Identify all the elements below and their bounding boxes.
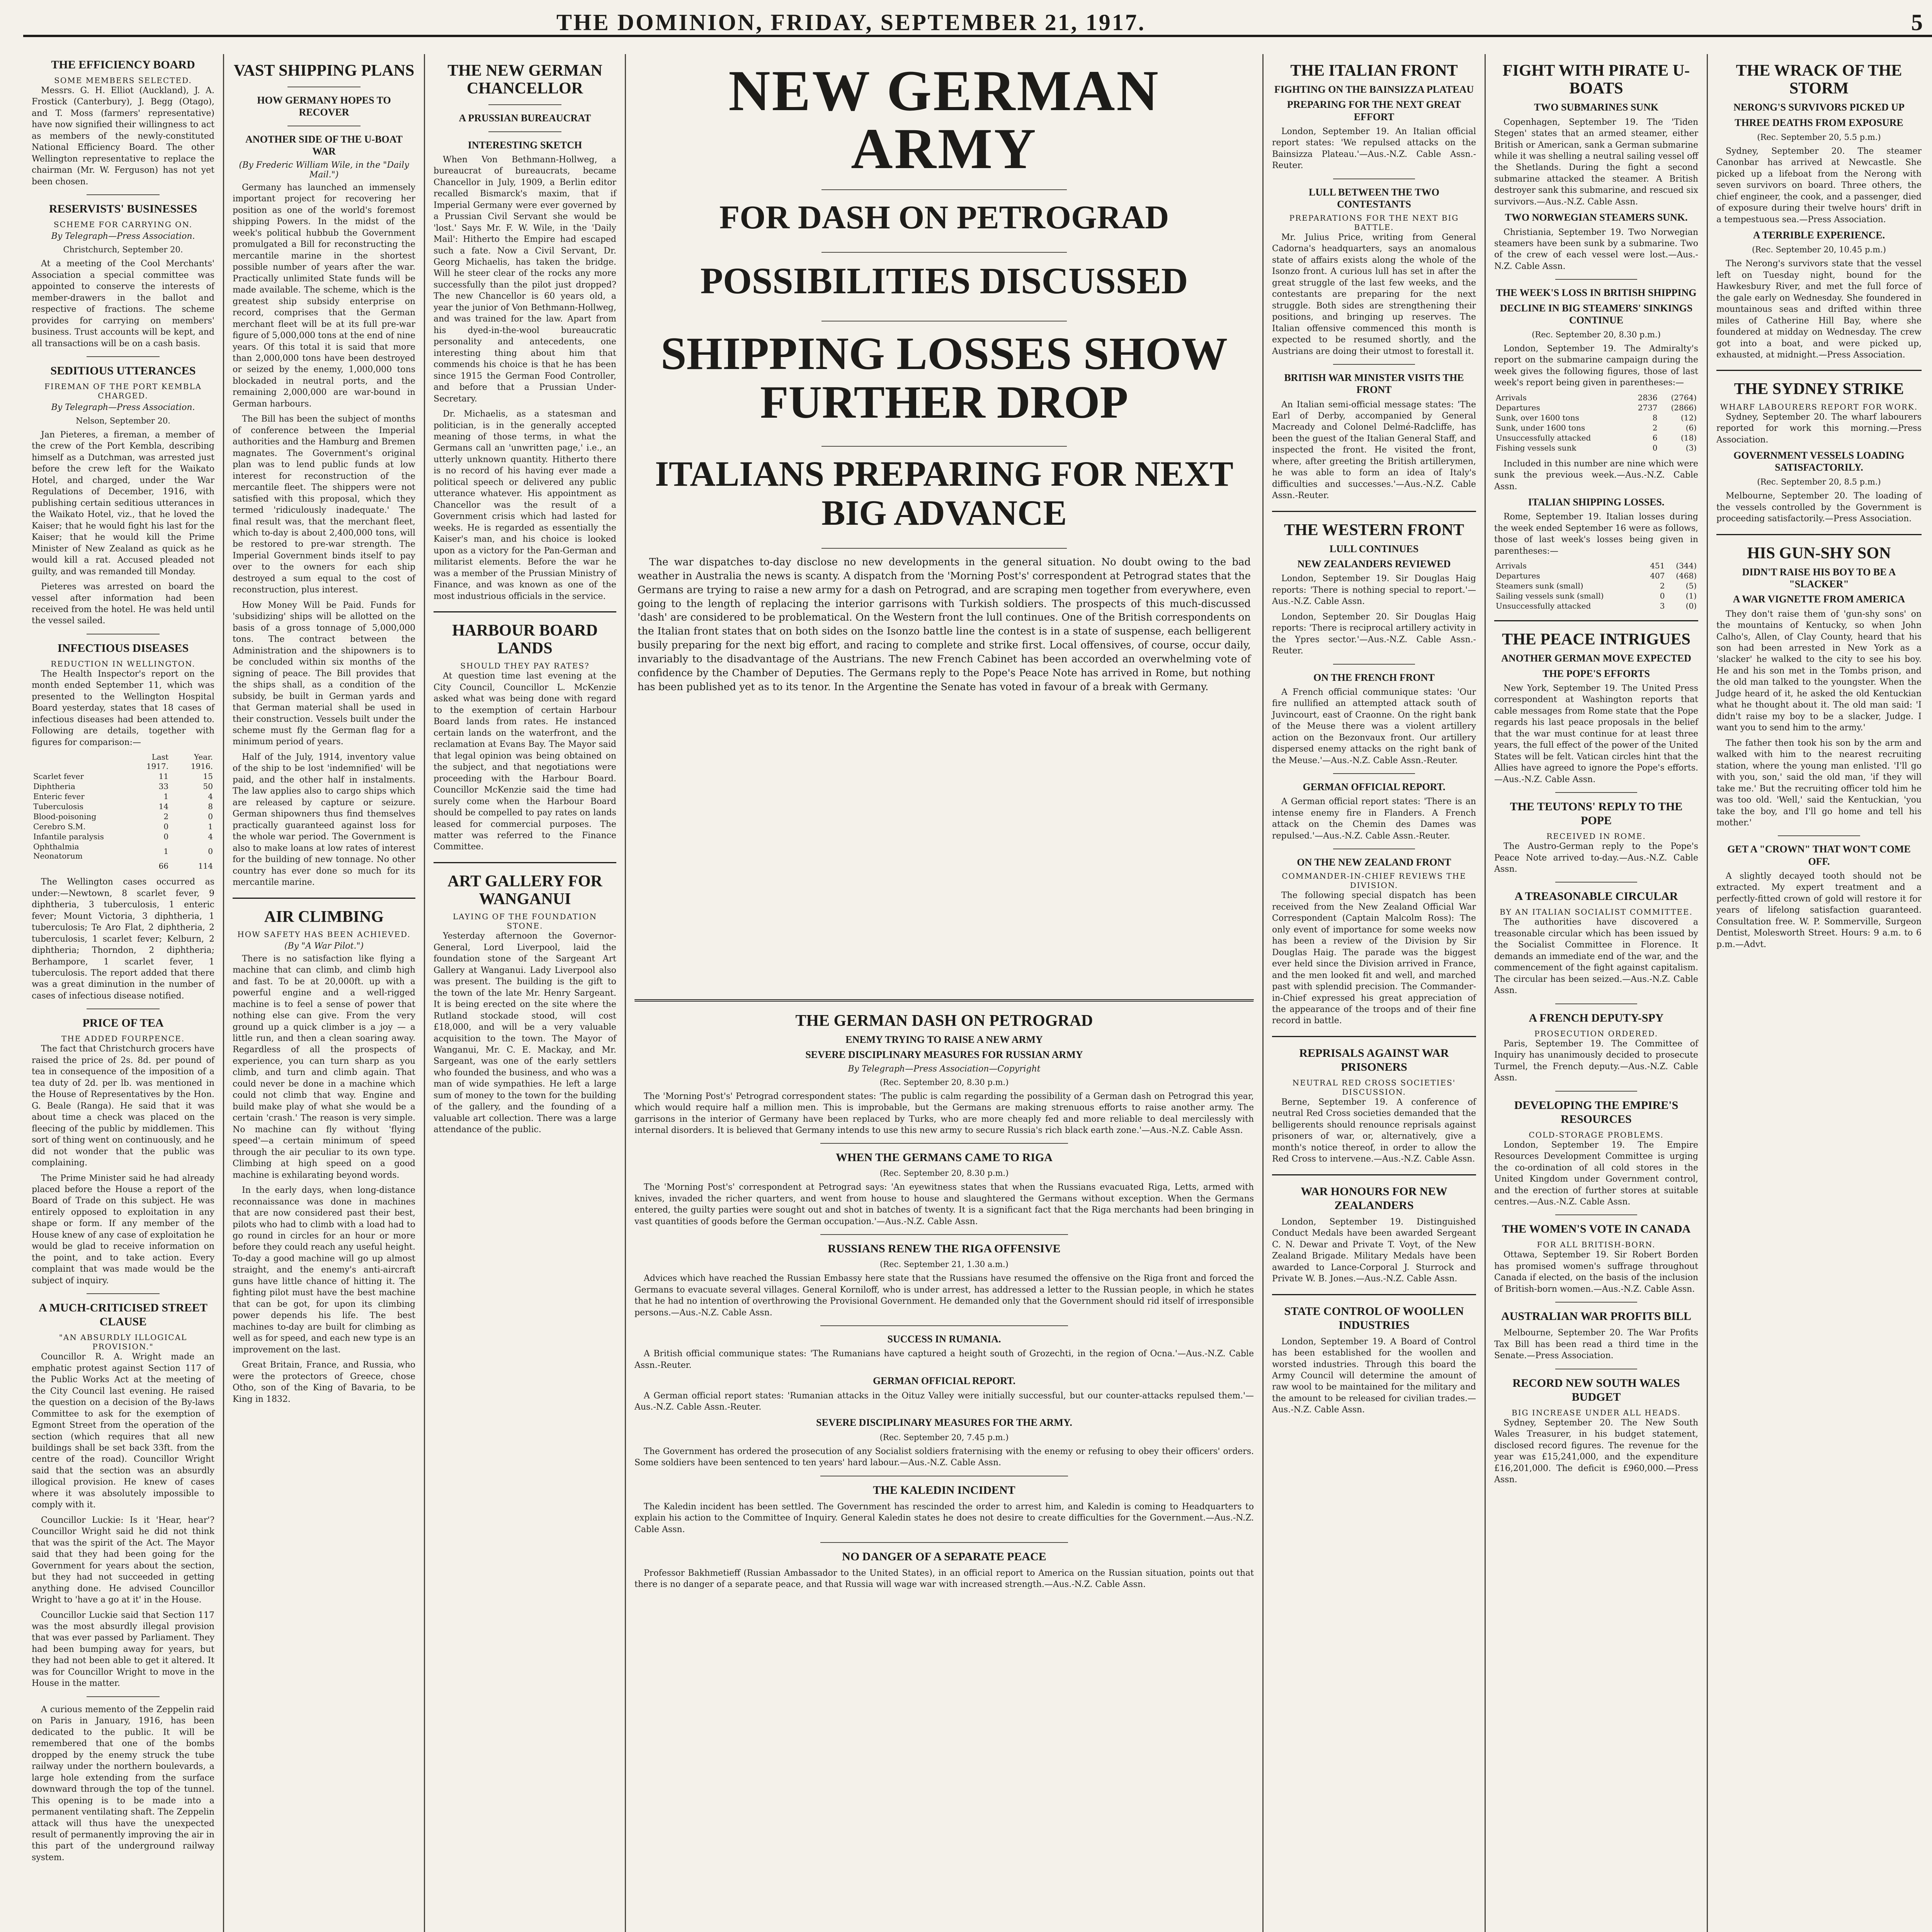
table-row: Cerebro S.M. 0 1 bbox=[33, 822, 213, 832]
losses-subhead: DECLINE IN BIG STEAMERS' SINKINGS CONTINUE bbox=[1500, 302, 1693, 326]
air-body-3: Great Britain, France, and Russia, who were the protectors of Greece, chose Otho, son of the King of Bavaria, to be King in 1832. bbox=[233, 1360, 415, 1404]
french-front-headline: ON THE FRENCH FRONT bbox=[1313, 672, 1435, 683]
teutons-body: The Austro-German reply to the Pope's Peace Note arrived to-day.—Aus.-N.Z. Cable Assn. bbox=[1494, 842, 1698, 874]
table-row: Ophthalmia Neonatorum 1 0 bbox=[33, 842, 213, 861]
budget-headline: RECORD NEW SOUTH WALES BUDGET bbox=[1512, 1376, 1680, 1403]
riga-body: The 'Morning Post's' correspondent at Petrograd says: 'An eyewitness states that when the Russians evacuated Riga, Letts, armed with knives, invaded the richer quarters, and went from house to house and slaughtered the Germans without exception. When the Germans entered, the guilty parties were sought out and shot in batches of twenty. It is a significant fact that the Riga merchants had been bringing in vast quantities of goods before the German occupation.'—Aus.-N.Z. Cable Assn. bbox=[634, 1182, 1254, 1226]
loading-headline: GOVERNMENT VESSELS LOADING SATISFACTORILY. bbox=[1733, 450, 1905, 473]
intrigues-subhead: ANOTHER GERMAN MOVE EXPECTED bbox=[1501, 653, 1691, 664]
table-row: Arrivals 2836 (2764) bbox=[1496, 393, 1697, 402]
dash-headline: THE GERMAN DASH ON PETROGRAD bbox=[795, 1012, 1093, 1030]
teutons-headline: THE TEUTONS' REPLY TO THE POPE bbox=[1510, 800, 1683, 827]
lead-subhead-2: POSSIBILITIES DISCUSSED bbox=[700, 260, 1188, 301]
tea-body-2: The Prime Minister said he had already placed before the House a report of the Board of Trade on this subject. He was entirely opposed to exploitation in any shape or form. If any member of the House knew of any case of exploitation he would be glad to receive information on the point, and to take action. Every complaint that was made would be the subject of inquiry. bbox=[32, 1173, 214, 1286]
table-row: Enteric fever 1 4 bbox=[33, 792, 213, 801]
riga2-body: Advices which have reached the Russian Embassy here state that the Russians have resumed the offensive on the Riga front and forced the Germans to evacuate several villages. General Korniloff, who is under arrest, has addressed a letter to the Russian people, in which he states that he had no intention of overthrowing the Provisional Government. He demanded only that the Government should rid itself of irresponsible persons.—Aus.-N.Z. Cable Assn. bbox=[634, 1274, 1254, 1318]
reservists-subhead: SCHEME FOR CARRYING ON. bbox=[53, 220, 193, 230]
seditious-body-2: Pieteres was arrested on board the vessel after information had been received from the hotel. He was held until the vessel sailed. bbox=[32, 582, 214, 626]
lull-body: Mr. Julius Price, writing from General Cadorna's headquarters, says an anomalous state of affairs exists along the whole of the Isonzo front. A curious lull has set in after the great struggle of the last few weeks, and the contestants are preparing for the next struggle. Both sides are strengthening their positions, and bringing up reserves. The Italian offensive commenced this month is expected to be resumed shortly, and the Austrians are doing their utmost to forestall it. bbox=[1272, 233, 1476, 356]
western-subhead-2: NEW ZEALANDERS REVIEWED bbox=[1297, 558, 1451, 570]
vast-body: Germany has launched an immensely important project for recovering her position as one of the world's foremost shipping Powers. In the midst of the week's political hubbub the Government promulgated a Bill for reconstructing the mercantile marine in the shortest possible number of years after the war. Practically unlimited State funds will be made available. The scheme, which is the greatest ship subsidy enterprise on record, comprises that the German merchant fleet will be at its full pre-war figure of 5,000,000 tons at the end of nine years. Of this total it is said that more than 2,000,000 tons have been destroyed or seized by the enemy, 1,000,000 tons blockaded in neutral ports, and the remaining 2,000,000 are war-bound in German harbours. bbox=[233, 182, 415, 409]
infectious-table bbox=[32, 752, 214, 871]
woollen-body: London, September 19. A Board of Control has been established for the woollen and worsted industries. Through this board the Army Council will determine the amount of raw wool to be maintained for the military and the amount to be released for civilian trades.—Aus.-N.Z. Cable Assn. bbox=[1272, 1337, 1476, 1415]
vast-body-3: How Money Will be Paid. Funds for 'subsidizing' ships will be allotted on the basis of a gross tonnage of 5,000,000 tons. The contract between the Administration and the shipowners is to be concluded within six months of the signing of peace. The Bill provides that the ships shall, as a condition of the subsidy, be built in German yards and that German material shall be used in their construction. Vessels built under the scheme must fly the German flag for a minimum period of years. bbox=[233, 600, 415, 747]
loading-dateline: (Rec. September 20, 8.5 p.m.) bbox=[1757, 477, 1881, 487]
gallery-headline: ART GALLERY FOR WANGANUI bbox=[447, 872, 602, 908]
italian-body: London, September 19. An Italian official report states: 'We repulsed attacks on the Bainsizza Plateau.'—Aus.-N.Z. Cable Assn.-Reuter. bbox=[1272, 126, 1476, 171]
wrack-body: Sydney, September 20. The steamer Canonbar has arrived at Newcastle. She picked up a lifeboat from the Nerong with seven survivors on board. Three others, the chief engineer, the cook, and a passenger, died of exposure during their twelve hours' drift in a tempestuous sea.—Press Association. bbox=[1716, 146, 1922, 224]
lead-headline: NEW GERMAN ARMY bbox=[728, 59, 1160, 181]
gunshy-body: They don't raise them of 'gun-shy sons' on the mountains of Kentucky, so when John Calho's, Allen, of Clay County, heard that his son had been arrested in New York as a 'slacker' he walked to the city to see his boy. He and his son met in the Tombs prison, and the old man talked to the youngster. When the Judge heard of it, he asked the old Kentuckian what he thought about it. The old man said: 'I didn't raise my boy to be a slacker, Judge. I want you to send him to the army.' bbox=[1716, 609, 1922, 733]
street-subhead: "AN ABSURDLY ILLOGICAL PROVISION." bbox=[59, 1333, 187, 1352]
lull-headline: LULL BETWEEN THE TWO CONTESTANTS bbox=[1309, 186, 1439, 210]
air-subhead: HOW SAFETY HAS BEEN ACHIEVED. bbox=[237, 929, 411, 939]
table-row: Sunk, under 1600 tons 2 (6) bbox=[1496, 423, 1697, 432]
pirate-headline: FIGHT WITH PIRATE U-BOATS bbox=[1502, 62, 1690, 98]
reservists-byline: By Telegraph—Press Association. bbox=[51, 231, 195, 242]
street-headline: A MUCH-CRITICISED STREET CLAUSE bbox=[39, 1301, 207, 1328]
intrigues-body: New York, September 19. The United Press correspondent at Washington reports that cable messages from Rome state that the Pope regards his last peace proposals in the belief that the war must continue for at least three years, the full effect of the power of the United States will be felt. Vatican circles hint that the Allies have agreed to ignore the Pope's efforts.—Aus.-N.Z. Cable Assn. bbox=[1494, 683, 1698, 784]
vast-body-2: The Bill has been the subject of months of conference between the Imperial authorities and the Hamburg and Bremen magnates. The Government's original plan was to lend public funds at low interest for reconstruction of the mercantile fleet. The shippers were not satisfied with this proposal, which they termed 'ridiculously inadequate.' The final result was, that the merchant fleet, which to-day is about 2,400,000 tons, will be restored to pre-war strength. The Imperial Government binds itself to pay over to the owners for each ship destroyed a sum equal to the cost of reconstruction, plus interest. bbox=[233, 414, 415, 595]
resources-headline: DEVELOPING THE EMPIRE'S RESOURCES bbox=[1514, 1099, 1679, 1126]
severe-dateline: (Rec. September 20, 7.45 p.m.) bbox=[879, 1432, 1009, 1442]
circular-headline: A TREASONABLE CIRCULAR bbox=[1514, 890, 1678, 903]
budget-subhead: BIG INCREASE UNDER ALL HEADS. bbox=[1511, 1408, 1681, 1417]
exp-headline: A TERRIBLE EXPERIENCE. bbox=[1753, 230, 1885, 241]
dash-body: The 'Morning Post's' Petrograd correspondent states: 'The public is calm regarding the possibility of a German dash on Petrograd this year, which would require half a million men. This is improbable, but the Germans are making strenuous efforts to raise another army. The garrisons in the interior of Germany have been replaced by Turks, who are more cheaply fed and more reliable to deal mercilessly with internal disorders. It is believed that Germany intends to use this new army to secure Russia's rich black earth zone.'—Aus.-N.Z. Cable Assn. bbox=[634, 1091, 1254, 1135]
vote-subhead: FOR ALL BRITISH-BORN. bbox=[1537, 1240, 1656, 1250]
minister-body: An Italian semi-official message states: 'The Earl of Derby, accompanied by General Macready and Colonel Delmé-Radcliffe, has been the guest of the Italian General Staff, and inspected the front. He visited the front, where, after greeting the British artillerymen, he was able to form an idea of Italy's difficulties and successes.'—Aus.-N.Z. Cable Assn.-Reuter. bbox=[1272, 400, 1476, 501]
tea-subhead: THE ADDED FOURPENCE. bbox=[61, 1034, 185, 1044]
losses-body: London, September 19. The Admiralty's report on the submarine campaign during the week gives the following figures, those of last week's report being given in parentheses:— bbox=[1494, 344, 1698, 388]
intrigues-headline: THE PEACE INTRIGUES bbox=[1502, 631, 1690, 649]
chancellor-subhead-2: INTERESTING SKETCH bbox=[468, 139, 582, 151]
spy-body: Paris, September 19. The Committee of Inquiry has unanimously decided to prosecute Turmel, the French deputy.—Aus.-N.Z. Cable Assn. bbox=[1494, 1039, 1698, 1083]
tea-headline: PRICE OF TEA bbox=[82, 1017, 164, 1030]
gunshy-subhead-2: A WAR VIGNETTE FROM AMERICA bbox=[1733, 594, 1905, 605]
seditious-dateline: Nelson, September 20. bbox=[76, 416, 170, 425]
infectious-subhead: REDUCTION IN WELLINGTON. bbox=[51, 659, 196, 668]
table-row: Diphtheria 33 50 bbox=[33, 782, 213, 791]
dash-subhead: ENEMY TRYING TO RAISE A NEW ARMY bbox=[845, 1034, 1043, 1046]
street-body-2: Councillor Luckie: Is it 'Hear, hear'? Councillor Wright said he did not think that was the spirit of the Act. The Mayor said that they had been going for the Government for years about the section, but they had not succeeded in getting anything done. He advised Councillor Wright to 'have a go at it' in the House. bbox=[32, 1515, 214, 1605]
norwegian-body: Christiania, September 19. Two Norwegian steamers have been sunk by a submarine. Two of the crew of each vessel were lost.—Aus.-N.Z. Cable Assn. bbox=[1494, 227, 1698, 271]
german-report-body: A German official report states: 'Rumanian attacks in the Oituz Valley were initially successful, but our counter-attacks repulsed them.'—Aus.-N.Z. Cable Assn.-Reuter. bbox=[634, 1391, 1254, 1412]
table-row: Departures 2737 (2866) bbox=[1496, 403, 1697, 412]
profits-headline: AUSTRALIAN WAR PROFITS BILL bbox=[1501, 1310, 1692, 1323]
vast-byline: (By Frederic William Wile, in the "Daily Mail.") bbox=[239, 160, 409, 180]
table-row: Scarlet fever 11 15 bbox=[33, 772, 213, 781]
nz-front-headline: ON THE NEW ZEALAND FRONT bbox=[1297, 857, 1451, 868]
column-7 bbox=[1708, 54, 1930, 1932]
gunshy-headline: HIS GUN-SHY SON bbox=[1747, 544, 1891, 562]
gallery-subhead: LAYING OF THE FOUNDATION STONE. bbox=[452, 912, 597, 931]
german-official-headline: GERMAN OFFICIAL REPORT. bbox=[1303, 781, 1446, 793]
italian-losses-table bbox=[1494, 561, 1698, 611]
seditious-byline: By Telegraph—Press Association. bbox=[51, 402, 195, 412]
crown-body: A slightly decayed tooth should not be extracted. My expert treatment and a perfectly-fitted crown of gold will restore it for years of lifelong satisfaction guaranteed. Consultation free. W. P. Sommerville, Surgeon Dentist, Molesworth Street. Hours: 9 a.m. to 6 p.m.—Advt. bbox=[1716, 871, 1922, 949]
wrack-headline: THE WRACK OF THE STORM bbox=[1736, 62, 1902, 98]
vote-body: Ottawa, September 19. Sir Robert Borden has promised women's suffrage throughout Canada if elected, on the basis of the inclusion of British-born women.—Aus.-N.Z. Cable Assn. bbox=[1494, 1250, 1698, 1294]
western-subhead: LULL CONTINUES bbox=[1329, 543, 1419, 554]
reprisals-headline: REPRISALS AGAINST WAR PRISONERS bbox=[1299, 1046, 1449, 1073]
air-body: There is no satisfaction like flying a machine that can climb, and climb high and fast. To be at 20,000ft. up with a powerful engine and a well-rigged machine is to feel a sense of power that nothing else can give. From the very ground up a quick climber is a joy — a little run, and then a clean soaring away. Regardless of all the prospects of experience, you can turn sharp as you climb, and turn and climb again. That could never be done in a machine which could not climb that way. Engine and build make play of what she would be a certain 'crash.' The reason is very simple. No machine can fly without 'flying speed'—a certain minimum of speed through the air peculiar to its own type. Climbing at high speed on a good machine is exhilarating beyond words. bbox=[233, 954, 415, 1180]
budget-body: Sydney, September 20. The New South Wales Treasurer, in his budget statement, disclosed record figures. The revenue for the year was £15,241,000, and the expenditure £16,201,000. The deficit is £960,000.—Press Assn. bbox=[1494, 1418, 1698, 1485]
exp-body: The Nerong's survivors state that the vessel left on Tuesday night, bound for the Hawkesbury River, and met the full force of the gale early on Wednesday. She foundered in mountainous seas and drifted within three miles of Catherine Hill Bay, where she foundered at midday on Wednesday. The crew got into a boat, and were picked up, exhausted, at midnight.—Press Association. bbox=[1716, 259, 1922, 360]
nz-front-body: The following special dispatch has been received from the New Zealand Official War Correspondent (Captain Malcolm Ross): The only event of importance for some weeks now has been a review of the Division by Sir Douglas Haig. The parade was the biggest ever held since the Division arrived in France, and the men looked fit and well, and marched past with splendid precision. The Commander-in-Chief expressed his great appreciation of the appearance of the troops and of their fine record in battle. bbox=[1272, 891, 1476, 1026]
honours-body: London, September 19. Distinguished Conduct Medals have been awarded Sergeant C. N. Dewar and Private T. Voyt, of the New Zealand Brigade. Military Medals have been awarded to Lance-Corporal J. Sturrock and Private W. B. Jones.—Aus.-N.Z. Cable Assn. bbox=[1272, 1217, 1476, 1284]
riga2-headline: RUSSIANS RENEW THE RIGA OFFENSIVE bbox=[828, 1242, 1061, 1255]
table-row: Sailing vessels sunk (small) 0 (1) bbox=[1496, 591, 1697, 601]
wrack-dateline: (Rec. September 20, 5.5 p.m.) bbox=[1757, 132, 1881, 142]
resources-subhead: COLD-STORAGE PROBLEMS. bbox=[1529, 1130, 1664, 1139]
efficiency-subhead: SOME MEMBERS SELECTED. bbox=[54, 76, 192, 85]
chancellor-subhead: A PRUSSIAN BUREAUCRAT bbox=[459, 112, 591, 124]
vast-subhead: HOW GERMANY HOPES TO RECOVER bbox=[257, 95, 391, 118]
strike-body: Sydney, September 20. The wharf labourers reported for work this morning.—Press Association. bbox=[1716, 412, 1922, 445]
nz-front-subhead: COMMANDER-IN-CHIEF REVIEWS THE DIVISION. bbox=[1282, 871, 1466, 890]
street-body-3: Councillor Luckie said that Section 117 was the most absurdly illegal provision that was ever passed by Parliament. They had been bumping away for years, but they had not been able to get it altered. It was for Councillor Wright to move in the House in the matter. bbox=[32, 1610, 214, 1689]
vote-headline: THE WOMEN'S VOTE IN CANADA bbox=[1502, 1223, 1691, 1236]
riga-headline: WHEN THE GERMANS CAME TO RIGA bbox=[836, 1151, 1053, 1164]
intrigues-subhead-2: THE POPE'S EFFORTS bbox=[1543, 668, 1650, 679]
riga-dateline: (Rec. September 20, 8.30 p.m.) bbox=[879, 1168, 1009, 1178]
table-row: Unsuccessfully attacked 6 (18) bbox=[1496, 433, 1697, 442]
wrack-subhead: NERONG'S SURVIVORS PICKED UP bbox=[1733, 102, 1905, 113]
vast-headline: VAST SHIPPING PLANS bbox=[233, 62, 415, 80]
losses-table bbox=[1494, 393, 1698, 453]
italian-subhead-2: PREPARING FOR THE NEXT GREAT EFFORT bbox=[1287, 99, 1461, 122]
separate-peace-body: Professor Bakhmetieff (Russian Ambassador to the United States), in an official report to America on the Russian situation, points out that there is no danger of a separate peace, and that Russia will wage war with increased strength.—Aus.-N.Z. Cable Assn. bbox=[634, 1568, 1254, 1590]
lead-body: The war dispatches to-day disclose no new developments in the general situation. No doubt owing to the bad weather in Australia the news is scanty. A dispatch from the 'Morning Post's' correspondent at Petrograd states that the Germans are trying to raise a new army for a dash on Petrograd, and are scraping men together from everywhere, even going to the length of replacing the interior garrisons with Turkish soldiers. The prospects of this much-discussed 'dash' are considered to be problematical. On the Western front the lull continues. One of the British correspondents on the Italian front states that on both sides on the Isonzo battle line the contest is in a state of suspense, each belligerent busily preparing for the next big effort, and racing to complete and strike first. Local offensives, of course, occur daily, invariably to the disadvantage of the Austrians. The new French Cabinet has been accorded an overwhelming vote of confidence by the Chamber of Deputies. The Germans reply to the Pope's Peace Note has arrived in Rome, but nothing has been published yet as to its tenor. In the Argentine the Senate has voted in favour of a break with Germany. bbox=[638, 556, 1251, 693]
rumania-headline: SUCCESS IN RUMANIA. bbox=[887, 1333, 1001, 1345]
column-1 bbox=[23, 54, 224, 1932]
western-body-2: London, September 20. Sir Douglas Haig reports: 'There is reciprocal artillery activity in the Ypres sector.'—Aus.-N.Z. Cable Assn.-Reuter. bbox=[1272, 612, 1476, 656]
pirate-body: Copenhagen, September 19. The 'Tiden Stegen' states that an armed steamer, either British or American, sank a German submarine while it was shelling a neutral sailing vessel off the Shetlands. During the fight a second submarine attacked the steamer. A British destroyer sank this submarine, and rescued six survivors.—Aus.-N.Z. Cable Assn. bbox=[1494, 117, 1698, 207]
severe-body: The Government has ordered the prosecution of any Socialist soldiers fraternising with the enemy or refusing to obey their officers' orders. Some soldiers have been sentenced to ten years' hard labour.—Aus.-N.Z. Cable Assn. bbox=[634, 1446, 1254, 1468]
norwegian-headline: TWO NORWEGIAN STEAMERS SUNK. bbox=[1505, 212, 1688, 223]
tea-body: The fact that Christchurch grocers have raised the price of 2s. 8d. per pound of tea in consequence of the imposition of a tea duty of 2d. per lb. was mentioned in the House of Representatives by the Hon. G. Beale (Ranga). He said that it was about time a check was placed on the fleecing of the public by middlemen. This sort of thing went on continuously, and he did not wonder that the public was complaining. bbox=[32, 1044, 214, 1168]
reprisals-body: Berne, September 19. A conference of neutral Red Cross societies demanded that the belligerents should renounce reprisals against prisoners of war, or, alternatively, give a month's notice thereof, in order to allow the Red Cross to intervene.—Aus.-N.Z. Cable Assn. bbox=[1272, 1097, 1476, 1164]
german-report-headline: GERMAN OFFICIAL REPORT. bbox=[872, 1375, 1016, 1387]
circular-subhead: BY AN ITALIAN SOCIALIST COMMITTEE. bbox=[1500, 907, 1693, 917]
reprisals-subhead: NEUTRAL RED CROSS SOCIETIES' DISCUSSION. bbox=[1292, 1078, 1456, 1097]
kaledin-headline: THE KALEDIN INCIDENT bbox=[873, 1483, 1015, 1497]
separate-peace-headline: NO DANGER OF A SEPARATE PEACE bbox=[842, 1550, 1046, 1563]
table-row: Infantile paralysis 0 4 bbox=[33, 832, 213, 842]
reservists-dateline: Christchurch, September 20. bbox=[63, 245, 183, 255]
italian-losses-body: Rome, September 19. Italian losses during the week ended September 16 were as follows, those of last week's losses being given in parentheses:— bbox=[1494, 512, 1698, 556]
table-row: Tuberculosis 14 8 bbox=[33, 802, 213, 811]
dash-byline: By Telegraph—Press Association—Copyright bbox=[848, 1064, 1041, 1074]
strike-headline: THE SYDNEY STRIKE bbox=[1734, 380, 1904, 398]
losses-note: Included in this number are nine which were sunk the previous week.—Aus.-N.Z. Cable Assn. bbox=[1494, 459, 1698, 492]
crown-headline: GET A "CROWN" THAT WON'T COME OFF. bbox=[1727, 844, 1911, 867]
table-row: 66 114 bbox=[158, 861, 213, 871]
column-3 bbox=[425, 54, 626, 1932]
seditious-headline: SEDITIOUS UTTERANCES bbox=[50, 364, 196, 377]
infectious-body: The Health Inspector's report on the month ended September 11, which was presented to the Wellington Hospital Board yesterday, states that 18 cases of infectious diseases had been attended to. Following are details, together with figures for comparison:— bbox=[32, 669, 214, 747]
column-6 bbox=[1486, 54, 1708, 1932]
column-5 bbox=[1264, 54, 1486, 1932]
circular-body: The authorities have discovered a treasonable circular which has been issued by the Socialist Committee in Florence. It demands an immediate end of the war, and the commencement of the fight against capitalism. The circular has been seized.—Aus.-N.Z. Cable Assn. bbox=[1494, 917, 1698, 996]
italian-subhead: FIGHTING ON THE BAINSIZZA PLATEAU bbox=[1274, 84, 1474, 95]
gunshy-body-2: The father then took his son by the arm and walked with him to the nearest recruiting station, where the young man enlisted. 'I'll go with you, son,' said the old man, 'if they will take me.' But the recruiting officer told him he was too old. 'Well,' said the Kentuckian, 'you take the boy, and I'll go home and tell his mother.' bbox=[1716, 738, 1922, 828]
air-headline: AIR CLIMBING bbox=[264, 908, 384, 926]
strike-subhead: WHARF LABOURERS REPORT FOR WORK. bbox=[1720, 402, 1918, 412]
vast-body-4: Half of the July, 1914, inventory value of the ship to be lost 'indemnified' will be paid, and the other half in instalments. The law applies also to cargo ships which are released by capture or seizure. German shipowners thus find themselves practically guaranteed against loss for the whole war period. The Government is also to make loans at low rates of interest for the building of new tonnage. No other country has ever done so much for its mercantile marine. bbox=[233, 752, 415, 888]
infectious-headline: INFECTIOUS DISEASES bbox=[57, 641, 189, 655]
table-row: Blood-poisoning 2 0 bbox=[33, 812, 213, 821]
gallery-body: Yesterday afternoon the Governor-General, Lord Liverpool, laid the foundation stone of the Sargeant Art Gallery at Wanganui. Lady Liverpool also was present. The building is the gift to the town of the late Mr. Henry Sargeant. It is being erected on the site where the Rutland stockade stood, will cost £18,000, and will be a very valuable acquisition to the town. The Mayor of Wanganui, Mr. C. E. Mackay, and Mr. Sargeant, was one of the early settlers who founded the business, and who was a man of wide sympathies. He left a large sum of money to the town for the building of the gallery, and the founding of a valuable art collection. There was a large attendance of the public. bbox=[434, 931, 616, 1135]
losses-headline: THE WEEK'S LOSS IN BRITISH SHIPPING bbox=[1496, 287, 1697, 299]
exp-dateline: (Rec. September 20, 10.45 p.m.) bbox=[1752, 245, 1886, 255]
table-row: Unsuccessfully attacked 3 (0) bbox=[1496, 601, 1697, 611]
harbour-subhead: SHOULD THEY PAY RATES? bbox=[460, 661, 590, 671]
kaledin-body: The Kaledin incident has been settled. The Government has rescinded the order to arrest him, and Kaledin is coming to Headquarters to explain his action to the Committee of Inquiry. General Kaledin states he does not desire to create difficulties for the Government.—Aus.-N.Z. Cable Assn. bbox=[634, 1502, 1254, 1534]
minister-headline: BRITISH WAR MINISTER VISITS THE FRONT bbox=[1284, 372, 1464, 396]
lead-subhead-4: ITALIANS PREPARING FOR NEXT BIG ADVANCE bbox=[655, 454, 1233, 532]
riga2-dateline: (Rec. September 21, 1.30 a.m.) bbox=[880, 1260, 1009, 1269]
german-official-body: A German official report states: 'There is an intense enemy fire in Flanders. A French attack on the Chemin des Dames was repulsed.'—Aus.-N.Z. Cable Assn.-Reuter. bbox=[1272, 797, 1476, 841]
lull-subhead: PREPARATIONS FOR THE NEXT BIG BATTLE. bbox=[1289, 213, 1459, 232]
chancellor-body-2: Dr. Michaelis, as a statesman and politician, is in the generally accepted meaning of those terms, in what the Germans call an 'unwritten page,' i.e., an utterly unknown quantity. Hitherto there is no record of his having ever made a political speech or delivered any public utterance whatever. His appointment as Chancellor was the result of a Government crisis which had lasted for weeks. He is regarded as essentially the Kaiser's man, and his choice is looked upon as a victory for the Pan-German and militarist elements. Before the war he was a member of the Prussian Ministry of Finance, and was known as one of the most industrious officials in the service. bbox=[434, 409, 616, 601]
street-body: Councillor R. A. Wright made an emphatic protest against Section 117 of the Public Works Act at the meeting of the City Council last evening. He raised the question on a decision of the By-laws Committee to ask for the exemption of Egmont Street from the operation of the section (which requires that all new buildings shall be set back 33ft. from the centre of the road). Councillor Wright said that the section was an absurdly illogical provision. He knew of cases where it was absolutely impossible to comply with it. bbox=[32, 1352, 214, 1510]
chancellor-body: When Von Bethmann-Hollweg, a bureaucrat of bureaucrats, became Chancellor in July, 1909, a Berlin editor recalled Bismarck's maxim, that if Imperial Germany were ever governed by a Prussian Civil Servant she would be 'lost.' Says Mr. F. W. Wile, in the 'Daily Mail': Hitherto the Empire had escaped such a fate. Now a Civil Servant, Dr. Georg Michaelis, has taken the bridge. Will he steer clear of the rocks any more successfully than the pilot just dropped? The new Chancellor is 60 years old, a year the junior of Von Bethmann-Hollweg, and was trained for the law. Apart from his dyed-in-the-wool bureaucratic personality and antecedents, one interesting thing about him that commends his choice is that he has been since 1915 the German Food Controller, and before that a Prussian Under-Secretary. bbox=[434, 155, 616, 404]
vast-subhead-2: ANOTHER SIDE OF THE U-BOAT WAR bbox=[245, 133, 403, 157]
air-byline: (By "A War Pilot.") bbox=[284, 941, 364, 951]
spy-subhead: PROSECUTION ORDERED. bbox=[1534, 1029, 1658, 1038]
table-row: Sunk, over 1600 tons 8 (12) bbox=[1496, 413, 1697, 422]
dash-dateline: (Rec. September 20, 8.30 p.m.) bbox=[879, 1077, 1009, 1087]
honours-headline: WAR HONOURS FOR NEW ZEALANDERS bbox=[1301, 1185, 1447, 1212]
harbour-headline: HARBOUR BOARD LANDS bbox=[452, 622, 598, 658]
seditious-subhead: FIREMAN OF THE PORT KEMBLA CHARGED. bbox=[44, 381, 202, 400]
efficiency-headline: THE EFFICIENCY BOARD bbox=[51, 58, 195, 71]
masthead-title: THE DOMINION, FRIDAY, SEPTEMBER 21, 1917. bbox=[556, 10, 1146, 35]
table-row: Fishing vessels sunk 0 (3) bbox=[1496, 443, 1697, 452]
chancellor-headline: THE NEW GERMAN CHANCELLOR bbox=[447, 62, 602, 98]
pirate-subhead: TWO SUBMARINES SUNK bbox=[1534, 102, 1659, 113]
loading-body: Melbourne, September 20. The loading of the vessels controlled by the Government is proceeding satisfactorily.—Press Association. bbox=[1716, 491, 1922, 524]
reservists-body: At a meeting of the Cool Merchants' Association a special committee was appointed to conserve the interests of member-drawers in the ballot and respective of fractions. The scheme provides for carrying on members' business. Trust accounts will be kept, and all transactions will be on a cash basis. bbox=[32, 259, 214, 349]
page-number: 5 bbox=[1911, 10, 1924, 35]
reservists-headline: RESERVISTS' BUSINESSES bbox=[49, 202, 197, 216]
masthead bbox=[23, 8, 1932, 37]
air-body-2: In the early days, when long-distance reconnaissance was done in machines that are now considered past their best, pilots who had to climb with a load had to go round in circles for an hour or more before they could reach any useful height. To-day a good machine will go up almost straight, and the enemy's anti-aircraft guns have little chance of hitting it. The fighting pilot must have the best machine that can be got, for upon its climbing power depends his life. The best machines to-day are built for climbing as well as for speed, and each new type is an improvement on the last. bbox=[233, 1185, 415, 1355]
harbour-body: At question time last evening at the City Council, Councillor L. McKenzie asked what was being done with regard to the exemption of certain Harbour Board lands from rates. He instanced certain lands on the waterfront, and the reclamation at Evans Bay. The Mayor said that legal opinion was being obtained on the subject, and that negotiations were proceeding with the Harbour Board. Councillor McKenzie said the time had surely come when the Harbour Board should be compelled to pay rates on lands leased for commercial purposes. The matter was referred to the Finance Committee. bbox=[434, 671, 616, 852]
lead-subhead-3: SHIPPING LOSSES SHOW FURTHER DROP bbox=[660, 327, 1228, 428]
column-2 bbox=[224, 54, 425, 1932]
losses-dateline: (Rec. September 20, 8.30 p.m.) bbox=[1532, 330, 1661, 339]
italian-losses-headline: ITALIAN SHIPPING LOSSES. bbox=[1528, 497, 1665, 508]
wrack-subhead-2: THREE DEATHS FROM EXPOSURE bbox=[1735, 117, 1903, 128]
lead-subhead-1: FOR DASH ON PETROGRAD bbox=[719, 199, 1169, 236]
resources-body: London, September 19. The Empire Resources Development Committee is urging the co-ordination of all cold stores in the United Kingdom under Government control, and the erection of further stores at suitable centres.—Aus.-N.Z. Cable Assn. bbox=[1494, 1140, 1698, 1207]
seditious-body: Jan Pieteres, a fireman, a member of the crew of the Port Kembla, describing himself as a Dutchman, was arrested just before the crew left for the Waikato Hotel, and charged, under the War Regulations of December, 1916, with publishing certain seditious utterances in the Waikato Hotel, viz., that he loved the Kaiser; that he would fight his last for the Kaiser; that he would kill the Prime Minister of New Zealand as quick as he would kill a rat. Accused pleaded not guilty, and was remanded till Monday. bbox=[32, 430, 214, 577]
rumania-body: A British official communique states: 'The Rumanians have captured a height south of Grozechti, in the region of Ocna.'—Aus.-N.Z. Cable Assn.-Reuter. bbox=[634, 1349, 1254, 1370]
center-dispatches bbox=[626, 989, 1264, 1932]
dash-subhead-2: SEVERE DISCIPLINARY MEASURES FOR RUSSIAN ARMY bbox=[805, 1049, 1083, 1061]
western-body: London, September 19. Sir Douglas Haig reports: 'There is nothing special to report.'—Aus.-N.Z. Cable Assn. bbox=[1272, 574, 1476, 607]
profits-body: Melbourne, September 20. The War Profits Tax Bill has been read a third time in the Senate.—Press Association. bbox=[1494, 1328, 1698, 1361]
infectious-body-2: The Wellington cases occurred as under:—Newtown, 8 scarlet fever, 9 diphtheria, 3 tuberculosis, 1 enteric fever; Mount Victoria, 3 diphtheria, 1 tuberculosis; Te Aro Flat, 2 diphtheria, 2 tuberculosis, 1 scarlet fever; Kelburn, 2 diphtheria; Thorndon, 2 diphtheria; Berhampore, 1 scarlet fever, 1 tuberculosis. The report added that there was a great diminution in the number of cases of infectious disease notified. bbox=[32, 877, 214, 1001]
teutons-subhead: RECEIVED IN ROME. bbox=[1546, 832, 1646, 841]
table-row: Departures 407 (468) bbox=[1496, 571, 1697, 581]
table-row: Arrivals 451 (344) bbox=[1496, 561, 1697, 571]
gunshy-subhead: DIDN'T RAISE HIS BOY TO BE A "SLACKER" bbox=[1742, 566, 1896, 590]
severe-headline: SEVERE DISCIPLINARY MEASURES FOR THE ARMY. bbox=[816, 1417, 1072, 1429]
table-row: Steamers sunk (small) 2 (5) bbox=[1496, 581, 1697, 591]
table-row: Last 1917. Year. 1916. bbox=[146, 752, 213, 771]
lead-story bbox=[626, 54, 1264, 989]
zeppelin-body: A curious memento of the Zeppelin raid on Paris in January, 1916, has been dedicated to the public. It will be remembered that one of the bombs dropped by the enemy struck the tube railway under the northern boulevards, a large hole extending from the surface downward through the top of the tunnel. This opening is to be made into a permanent ventilating shaft. The Zeppelin attack will thus have the unexpected result of permanently improving the air in this part of the underground railway system. bbox=[32, 1704, 214, 1862]
western-headline: THE WESTERN FRONT bbox=[1284, 521, 1464, 539]
italian-headline: THE ITALIAN FRONT bbox=[1290, 62, 1458, 80]
efficiency-body: Messrs. G. H. Elliot (Auckland), J. A. Frostick (Canterbury), J. Begg (Otago), and T. Moss (farmers' representative) have now signified their willingness to act as members of the newly-constituted National Efficiency Board. The other Wellington representative to replace the chairman (Mr. W. Ferguson) has not yet been chosen. bbox=[32, 86, 214, 187]
spy-headline: A FRENCH DEPUTY-SPY bbox=[1529, 1011, 1664, 1024]
woollen-headline: STATE CONTROL OF WOOLLEN INDUSTRIES bbox=[1284, 1304, 1464, 1332]
french-front-body: A French official communique states: 'Our fire nullified an attempted attack south of Juvincourt, east of Craonne. On the right bank of the Meuse there was a violent artillery action on the Bezonvaux front. Our artillery dispersed enemy attacks on the right bank of the Meuse.'—Aus.-N.Z. Cable Assn.-Reuter. bbox=[1272, 687, 1476, 765]
